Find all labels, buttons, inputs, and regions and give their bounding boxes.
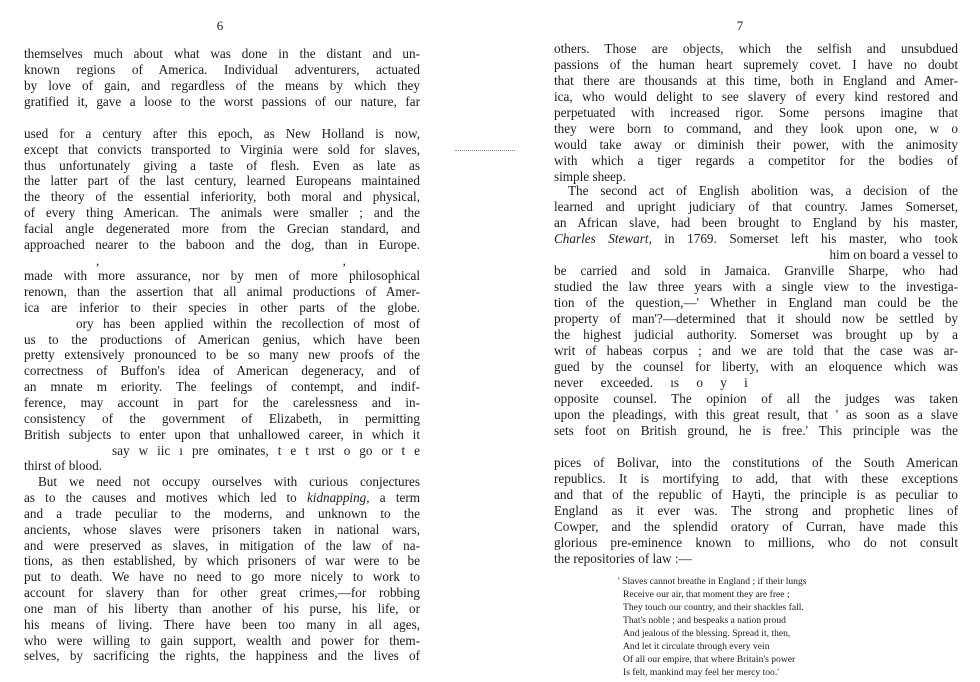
text-line: never exceeded. ıs o y i — [554, 375, 748, 390]
page-number: 6 — [216, 18, 224, 33]
text-line: would take away or diminish their power, with the animosity — [554, 137, 958, 152]
text-line: learned and upright judiciary of that country. James Somerset, — [554, 199, 958, 214]
text-line: renown, than the assertion that all animal productions of Amer- — [24, 284, 420, 299]
text-line: British subjects to enter upon that unhallowed career, in which it — [24, 427, 420, 442]
text-line: gratified it, gave a loose to the worst passions of our nature, far — [24, 94, 420, 109]
text-line: pretty extensively pronounced to be so many new proofs of the — [24, 347, 420, 362]
text-line: be carried and sold in Jamaica. Granville Sharpe, who had — [554, 263, 958, 278]
text-line: the repositories of law :— — [554, 551, 692, 566]
text-line: writ of habeas corpus ; and we are told that the case was ar- — [554, 343, 958, 358]
verse-line: And let it circulate through every vein — [623, 641, 770, 652]
text-line: by love of gain, and regardless of the means by which they — [24, 78, 420, 93]
text-line: tion of the question,—' Whether in England man could be the — [554, 295, 958, 310]
verse-line: And jealous of the blessing. Spread it, then, — [623, 628, 791, 639]
text-line: correctness of Buffon's idea of American degeneracy, and of — [24, 363, 420, 378]
text-line: they were born to command, and they look upon one, w o — [554, 121, 958, 136]
text-line: opposite counsel. The opinion of all the judges was taken — [554, 391, 958, 406]
text-line: approached nearer to the baboon and the dog, than in Europe. — [24, 237, 420, 252]
text-line: thus unfortunately giving a taste of flesh. Even as late as — [24, 158, 420, 173]
text-line: consistency of the government of Elizabeth, in permitting — [24, 411, 420, 426]
text-line: and were preserved as slaves, in mitigation of the law of na- — [24, 538, 420, 553]
verse-line: Is felt, mankind may feel her mercy too.' — [623, 667, 779, 678]
text-line: pices of Bolivar, into the constitutions of the South American — [554, 455, 958, 470]
text-line: glorious pre-eminence known to millions, who do not consult — [554, 535, 958, 550]
verse-line: They touch our country, and their shackles fall. — [623, 602, 804, 613]
text-line: ica, who would delight to see slavery of every kind restored and — [554, 89, 958, 104]
text-line: tions, as then established, by which prisoners of war were to be — [24, 553, 420, 568]
text-line: made with more assurance, nor by men of more philosophical — [24, 268, 420, 283]
text-line: Charles Stewart, in 1769. Somerset left his master, who took — [554, 231, 958, 246]
text-line: England as it ever was. The strong and prophetic lines of — [554, 503, 958, 518]
text-line: except that convicts transported to Virginia were sold for slaves, — [24, 142, 420, 157]
text-line: known regions of America. Individual adventurers, actuated — [24, 62, 420, 77]
text-line: upon the pleadings, with this great result, that ' as soon as a slave — [554, 407, 958, 422]
text-line: put to death. We have no need to go more nicely to work to — [24, 569, 420, 584]
text-line: ancients, whose slaves were prisoners taken in national wars, — [24, 522, 420, 537]
text-line: one man of his liberty than another of his purse, his life, or — [24, 601, 420, 616]
text-line: perpetuated with increased rigor. Some persons imagine that — [554, 105, 958, 120]
text-line: account for slavery than for other great crimes,—for robbing — [24, 585, 420, 600]
text-line: the latter part of the last century, learned Europeans maintained — [24, 173, 420, 188]
verse-line: That's noble ; and bespeaks a nation proud — [623, 615, 786, 626]
text-line: an African slave, had been brought to England by his master, — [554, 215, 958, 230]
text-fragment: say w iic ı pre ominates, t e t ırst o go or t e — [112, 443, 420, 458]
text-line: the theory of the essential inferiority, both moral and physical, — [24, 189, 420, 204]
text-line: republics. It is mortifying to add, that with these exceptions — [554, 471, 958, 486]
text-line: and that of the republic of Hayti, the principle is as peculiar to — [554, 487, 958, 502]
text-fragment: him on board a vessel to — [829, 247, 958, 262]
text-line: sets foot on British ground, he is free.' This principle was the — [554, 423, 958, 438]
italic-term: kidnapping — [306, 490, 367, 505]
page-number: 7 — [736, 18, 744, 33]
text-line: selves, by sacrificing the rights, the happiness and the lives of — [24, 648, 420, 663]
text-line: studied the law three years with a single view to the investiga- — [554, 279, 958, 294]
text-line: passions of the human heart supremely covet. I have no doubt — [554, 57, 958, 72]
italic-term: Charles Stewart — [554, 231, 649, 246]
text-line: that there are thousands at this time, both in England and Amer- — [554, 73, 958, 88]
text-line: themselves much about what was done in the distant and un- — [24, 46, 420, 61]
verse-line: ' Slaves cannot breathe in England ; if their lungs — [618, 576, 807, 587]
text-line: an mnate m eriority. The feelings of contempt, and indif- — [24, 379, 420, 394]
text-line: ference, may account in part for the carelessness and in- — [24, 395, 420, 410]
text-line: ica are inferior to their species in other parts of the globe. — [24, 300, 420, 315]
text-line: as to the causes and motives which led to kidnapping, a term — [24, 490, 420, 505]
text-line: simple sheep. — [554, 169, 626, 184]
text-line: But we need not occupy ourselves with curious conjectures — [38, 474, 420, 489]
text-line: the highest judicial authority. Somerset was brought up by a — [554, 327, 958, 342]
verse-line: Receive our air, that moment they are free ; — [623, 589, 790, 600]
text-line: with which a tiger regards a competitor for the bodies of — [554, 153, 958, 168]
text-line: thirst of blood. — [24, 458, 103, 473]
text-line: others. Those are objects, which the selfish and unsubdued — [554, 41, 958, 56]
text-line: and a trade peculiar to the moderns, and unknown to the — [24, 506, 420, 521]
verse-line: Of all our empire, that where Britain's power — [623, 654, 796, 665]
text-line: used for a century after this epoch, as New Holland is now, — [24, 126, 420, 141]
text-line: property of man'?—determined that it should now be settled by — [554, 311, 958, 326]
text-line: of every thing American. The animals were smaller ; and the — [24, 205, 420, 220]
text-line: gued by the counsel for liberty, with an eloquence which was — [554, 359, 958, 374]
text-line: who were willing to gain support, wealth and power for them- — [24, 633, 420, 648]
text-line: The second act of English abolition was, a decision of the — [568, 183, 958, 198]
text-fragment: , , — [96, 253, 346, 268]
text-line: facial angle degenerated more from the Grecian standard, and — [24, 221, 420, 236]
text-line: Cowper, and the splendid oratory of Curran, have made this — [554, 519, 958, 534]
text-line: ory has been applied within the recollection of most of — [76, 316, 420, 331]
text-line: us to the productions of American genius, which have been — [24, 332, 420, 347]
text-line: his means of living. There have been too many in all ages, — [24, 617, 420, 632]
right-page — [490, 0, 980, 682]
